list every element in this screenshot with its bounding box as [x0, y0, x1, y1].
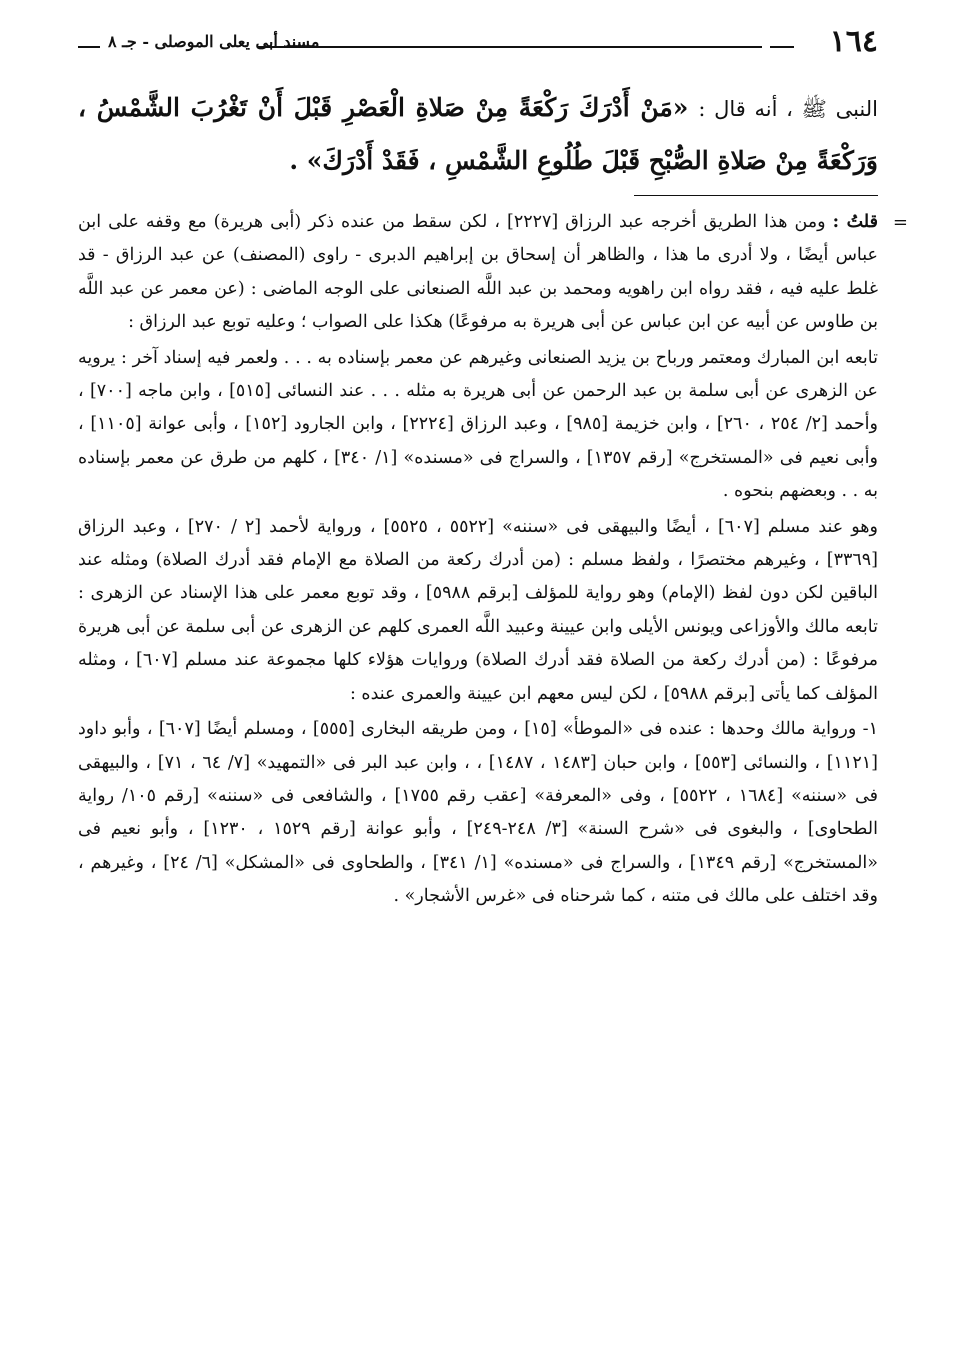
footnotes [78, 206, 908, 914]
footnote-paragraph-1 [78, 206, 908, 340]
footnote-paragraph-4: ١- ورواية مالك وحدها : عنده فى «الموطأ» [١٥] ، ومن طريقه البخارى [٥٥٥] ، ومسلم أيضًا [٦٠٧] ، وأبو داود [١١٢١] ، والنسائى [٥٥٣] ، وابن حبان [١٤٨٣ ، ١٤٨٧] ، ، وابن عبد البر فى «التمهيد» [٧/ ٦٤ ، ٧١] ، والبيهقى فى «سننه» [١٦٨٤ ، ٥٥٢٢] ، وفى «المعرفة» [عقب رقم ١٧٥٥] ، والشافعى فى «سننه» [رقم ١٠٥/ رواية الطحاوى] ، والبغوى فى «شرح السنة» [٣/ ٢٤٨-٢٤٩] ، وأبو عوانة [رقم ١٥٢٩ ، ١٢٣٠] ، وأبو نعيم فى «المستخرج» [رقم ١٣٤٩] ، والسراج فى «مسنده» [١/ ٣٤١] ، والطحاوى فى «المشكل» [٦/ ٢٤] ، وغيرهم ، وقد اختلف على مالك فى متنه ، كما شرحناه فى «غرس الأشجار» . [78, 719, 878, 907]
header-rule [258, 46, 762, 48]
footnote-text-1: ومن هذا الطريق أخرجه عبد الرزاق [٢٢٢٧] ، لكن سقط من عنده ذكر (أبى هريرة) مع وقفه على ابن عباس أيضًا ، ولا أدرى ما هذا ، والظاهر أن إسحاق بن إبراهيم الدبرى - راوى (المصنف) عن عبد الرزاق - قد غلط عليه فيه ، فقد رواه ابن راهويه ومحمد بن عبد اللَّه الصنعانى على الوجه الماضى : (عن معمر عن عبد اللَّه بن طاوس عن أبيه عن ابن عباس عن أبى هريرة به مرفوعًا) هكذا على الصواب ؛ وعليه توبع عبد الرزاق : [78, 212, 878, 333]
footnote-separator [634, 195, 878, 196]
page-number: ١٦٤ [829, 24, 878, 59]
hadith-quote: «مَنْ أَدْرَكَ رَكْعَةً مِنْ صَلاةِ الْعَصْرِ قَبْلَ أَنْ تَغْرُبَ الشَّمْسُ ، وَرَكْعَةً مِنْ صَلاةِ الصُّبْحِ قَبْلَ طُلُوعِ الشَّمْسِ ، فَقَدْ أَدْرَكَ» . [78, 93, 878, 175]
hadith-intro: النبى ﷺ ، أنه قال : [698, 97, 878, 121]
continuation-mark: = [892, 212, 908, 233]
running-title: مسند أبى يعلى الموصلى - جـ ٨ [108, 32, 320, 51]
qult-label: قلتُ : [832, 212, 878, 232]
footnote-paragraph-2: تابعه ابن المبارك ومعتمر ورباح بن يزيد الصنعانى وغيرهم عن معمر بإسناده به . . . ولعمر فيه إسناد آخر : يرويه عن الزهرى عن أبى سلمة بن عبد الرحمن عن أبى هريرة به مثله . . . عند النسائى [٥١٥] ، وابن ماجه [٧٠٠] ، وأحمد [٢/ ٢٥٤ ، ٢٦٠] ، وابن خزيمة [٩٨٥] ، وعبد الرزاق [٢٢٢٤] ، وابن الجارود [١٥٢] ، وأبى عوانة [١١٠٥] ، وأبى نعيم فى «المستخرج» [رقم ١٣٥٧] ، والسراج فى «مسنده» [١/ ٣٤٠] ، كلهم من طرق عن معمر بإسناده به . . وبعضهم بنحوه . [78, 347, 878, 502]
header-dash-left [78, 46, 100, 48]
page-header [78, 22, 878, 66]
header-dash-right [770, 46, 794, 48]
document-page [78, 22, 908, 916]
hadith-text [78, 82, 878, 187]
footnote-paragraph-3: وهو عند مسلم [٦٠٧] ، أيضًا والبيهقى فى «سننه» [٥٥٢٢ ، ٥٥٢٥] ، ورواية لأحمد [٢ / ٢٧٠] ، وعبد الرزاق [٣٣٦٩] ، وغيرهم مختصرًا ، ولفظ مسلم : (من أدرك ركعة من الصلاة مع الإمام فقد أدرك الصلاة) ومثله عند الباقين لكن دون لفظ (الإمام) وهو رواية للمؤلف [برقم ٥٩٨٨] ، وقد توبع معمر على هذا الإسناد عن الزهرى : تابعه مالك والأوزاعى ويونس الأيلى وابن عيينة وعبيد اللَّه العمرى كلهم عن الزهرى عن أبى سلمة عن أبى هريرة مرفوعًا : (من أدرك ركعة من الصلاة فقد أدرك الصلاة) وروايات هؤلاء كلها مجموعة عند مسلم [٦٠٧] ، ومثله المؤلف كما يأتى [برقم ٥٩٨٨] ، لكن ليس معهم ابن عيينة والعمرى عنده : [78, 516, 879, 704]
